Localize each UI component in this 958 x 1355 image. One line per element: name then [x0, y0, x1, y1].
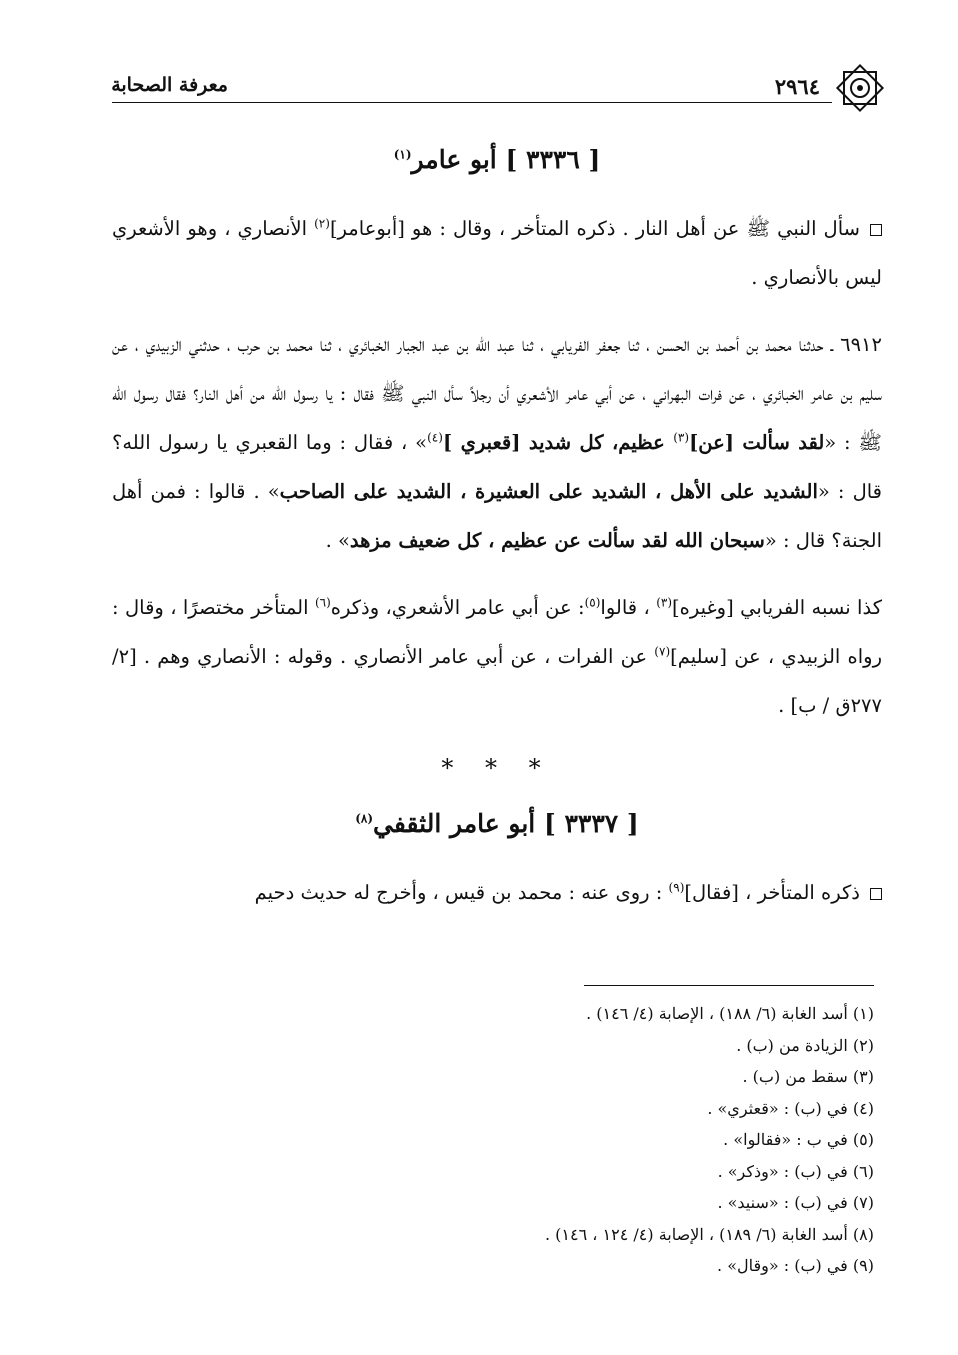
- header-rule: [112, 102, 832, 103]
- intro-text-a: سأل النبي ﷺ عن أهل النار . ذكره المتأخر ، وقال : هو [أبوعامر]: [329, 217, 860, 240]
- footnote-ref: (٩): [668, 880, 685, 895]
- footnote-ref: (٦): [314, 595, 331, 610]
- bullet-square-icon: [870, 224, 882, 236]
- commentary-text: المتأخر مختصرًا ، وقال : رواه الزبيدي ، عن [سليم]: [112, 596, 882, 668]
- hadith-quote: عظيم، كل شديد [قعبري ]: [442, 431, 674, 454]
- footnote-item: (٤) في (ب) : «قعثري» .: [707, 1098, 874, 1118]
- entry-intro: [112, 204, 882, 302]
- footnote-ref: (١): [393, 147, 412, 162]
- page-number: ٢٩٦٤: [774, 74, 820, 99]
- intro-text-a: ذكره المتأخر ، [فقال]: [684, 881, 860, 904]
- footnote-item: (٢) الزيادة من (ب) .: [736, 1035, 874, 1055]
- entry-number: [ ٣٣٣٦ ]: [505, 145, 601, 174]
- entry-intro: [112, 868, 882, 917]
- hadith-text: » ، فقال : وما القعبري يا رسول الله؟ قال : «: [112, 431, 882, 503]
- entry-number: [ ٣٣٣٧ ]: [543, 809, 639, 838]
- hadith-paragraph: [112, 320, 882, 565]
- bullet-square-icon: [870, 888, 882, 900]
- footnote-ref: (٨): [355, 811, 374, 826]
- footnote-item: (٦) في (ب) : «وذكر» .: [717, 1161, 874, 1181]
- footnote-ref: (٢): [314, 216, 330, 231]
- footnote-ref: (٣): [656, 595, 673, 610]
- star-ornament-icon: [832, 60, 888, 116]
- commentary-text: كذا نسبه الفريابي [وغيره]: [672, 596, 882, 619]
- hadith-quote: سبحان الله لقد سألت عن عظيم ، كل ضعيف مزهد: [349, 529, 765, 552]
- footnote-ref: (٥): [584, 595, 601, 610]
- footnote-ref: (٧): [654, 644, 671, 659]
- commentary-paragraph: [112, 583, 882, 730]
- entry-name: أبو عامر الثقفي: [373, 809, 536, 838]
- commentary-text: عن الفرات ، عن أبي عامر الأنصاري . وقوله : الأنصاري وهم . [٢/ ٢٧٧ق / ب] .: [112, 645, 882, 717]
- footnote-ref: (٣): [673, 430, 690, 445]
- intro-text-b: الأنصاري ، وهو الأشعري ليس بالأنصاري .: [112, 217, 882, 289]
- footnote-item: (٩) في (ب) : «وقال» .: [717, 1256, 874, 1275]
- hadith-text: ٦٩١٢ ـ حدثنا محمد بن أحمد بن الحسن ، ثنا جعفر الفريابي ، ثنا عبد الله بن عبد الجبار الخبائري ، ثنا محمد بن حرب ، حدثني الزبيدي ، عن سليم بن عامر الخبائري ، عن فرات البهراني ، عن أبي عامر الأشعري أن رجلاً سأل النبي ﷺ فقال : يا رسول الله من أهل النار؟ فقال رسول الله ﷺ : «: [112, 333, 882, 454]
- footnote-item: (١) أسد الغابة (٦/ ١٨٨) ، الإصابة (٤/ ١٤٦) .: [586, 1004, 874, 1023]
- hadith-text: » . قالوا : فمن أهل الجنة؟ قال : «: [112, 480, 882, 552]
- hadith-quote: الشديد على الأهل ، الشديد على العشيرة ، الشديد على الصاحب: [279, 480, 818, 503]
- section-separator: * * *: [441, 754, 553, 782]
- entry-heading-3336: [112, 138, 882, 182]
- footnotes: [174, 998, 874, 1282]
- book-title: معرفة الصحابة: [111, 74, 228, 96]
- footnote-item: (٣) سقط من (ب) .: [742, 1067, 874, 1086]
- footnote-item: (٨) أسد الغابة (٦/ ١٨٩) ، الإصابة (٤/ ١٢٤ ، ١٤٦) .: [544, 1224, 874, 1244]
- footnote-rule: [584, 985, 874, 986]
- commentary-text: : عن أبي عامر الأشعري، وذكره: [330, 596, 585, 619]
- page-header: [112, 60, 882, 104]
- entry-name: أبو عامر: [411, 145, 497, 174]
- intro-text-b: : روى عنه : محمد بن قيس ، وأخرج له حديث دحيم: [254, 881, 669, 904]
- hadith-text: » .: [325, 529, 350, 552]
- footnote-item: (٥) في ب : «فقالوا» .: [723, 1130, 874, 1149]
- footnote-item: (٧) في (ب) : «سنيد» .: [717, 1193, 874, 1212]
- footnote-ref: (٤): [427, 430, 443, 445]
- main-content: [112, 138, 882, 935]
- hadith-quote: لقد سألت [عن]: [689, 431, 825, 454]
- entry-heading-3337: [112, 802, 882, 846]
- commentary-text: ، قالوا: [600, 596, 657, 619]
